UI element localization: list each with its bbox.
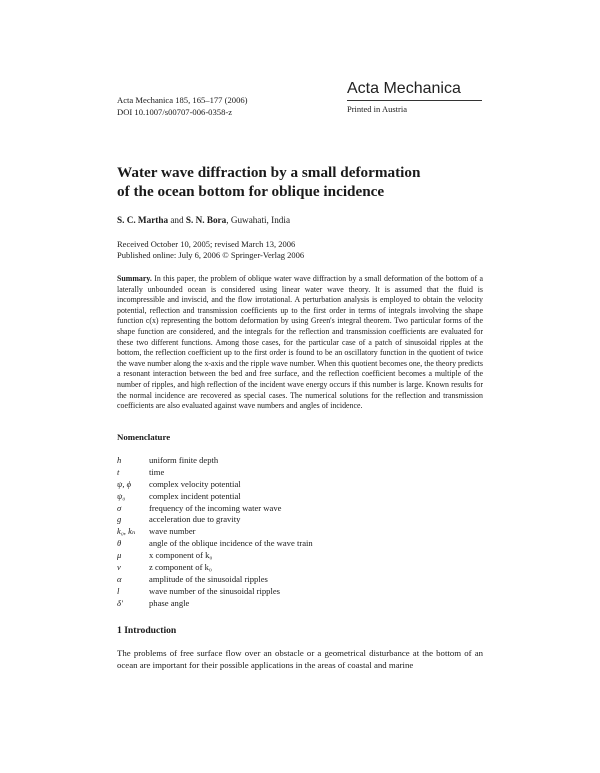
nomenclature-symbol: g [117, 514, 122, 525]
nomenclature-item [117, 562, 313, 574]
journal-brand [347, 80, 482, 114]
author-conjunction: and [168, 215, 186, 225]
nomenclature-list [117, 455, 313, 610]
journal-citation: Acta Mechanica 185, 165–177 (2006) [117, 95, 248, 105]
author-1: S. C. Martha [117, 215, 169, 225]
abstract [117, 274, 483, 412]
nomenclature-description: complex velocity potential [149, 478, 241, 489]
nomenclature-description: time [149, 466, 165, 477]
publication-dates [117, 239, 304, 261]
nomenclature-item [117, 598, 313, 610]
printed-in: Printed in Austria [347, 104, 407, 114]
nomenclature-item [117, 503, 313, 515]
nomenclature-heading: Nomenclature [117, 432, 171, 442]
published-date: Published online: July 6, 2006 © Springer-Verlag 2006 [117, 250, 305, 260]
paper-title-line-1: Water wave diffraction by a small deformation [117, 164, 421, 181]
nomenclature-item [117, 491, 313, 503]
paper-title-line-2: of the ocean bottom for oblique incidence [117, 183, 385, 200]
nomenclature-symbol: μ [117, 550, 122, 561]
nomenclature-description: angle of the oblique incidence of the wave train [149, 538, 313, 549]
nomenclature-description: uniform finite depth [149, 455, 219, 465]
nomenclature-symbol: θ [117, 538, 122, 549]
nomenclature-description: wave number of the sinusoidal ripples [149, 585, 281, 596]
nomenclature-symbol: t [117, 466, 120, 477]
nomenclature-description: x component of k₀ [149, 550, 213, 561]
nomenclature-description: complex incident potential [149, 490, 241, 501]
author-2: S. N. Bora [185, 215, 227, 225]
author-line [117, 215, 290, 225]
nomenclature-description: z component of k₀ [149, 562, 212, 573]
nomenclature-item [117, 526, 313, 538]
abstract-text: In this paper, the problem of oblique water wave diffraction by a small deformation of the bottom of a laterally unbounded ocean is considered using linear water wave theory. It is assumed that the fluid is incompressible and inviscid, and the flow irrotational. A perturbation analysis is employed to obtain the velocity potential, reflection and transmission coefficients up to the first order in terms of integrals involving the shape function c(x) representing the bottom deformation by using Green's integral theorem. Two particular forms of the shape function are considered, and the integrals for the reflection and transmission coefficients are evaluated for these two different functions. Among those cases, for the particular case of a patch of sinusoidal ripples at the bottom, the reflection coefficient up to the first order is found to be an oscillatory function in the quotient of twice the wave number along the x-axis and the ripple wave number. When this quotient becomes one, the theory predicts a resonant interaction between the bed and free surface, and the reflection coefficient becomes a multiple of the number of ripples, and high reflection of the incident wave energy occurs if this number is large. Known results for the normal incidence are recovered as special cases. The numerical solutions for the reflection and transmission coefficients are also evaluated against wave numbers and angles of incidence. [117, 274, 483, 411]
nomenclature-symbol: σ [117, 502, 122, 513]
nomenclature-description: frequency of the incoming water wave [149, 502, 282, 513]
nomenclature-symbol: h [117, 455, 122, 465]
nomenclature-symbol: ν [117, 562, 121, 573]
journal-doi: DOI 10.1007/s00707-006-0358-z [117, 106, 233, 117]
nomenclature-item [117, 538, 313, 550]
nomenclature-item [117, 467, 313, 479]
nomenclature-item [117, 550, 313, 562]
paper-title [117, 163, 497, 201]
nomenclature-description: wave number [149, 526, 196, 537]
nomenclature-symbol: l [117, 585, 120, 596]
nomenclature-item [117, 574, 313, 586]
section-heading-introduction: 1 Introduction [117, 625, 177, 636]
received-date: Received October 10, 2005; revised March 13, 2006 [117, 239, 296, 249]
nomenclature-item [117, 514, 313, 526]
journal-citation-block [117, 95, 248, 118]
nomenclature-symbol: δ′ [117, 597, 123, 608]
nomenclature-item [117, 479, 313, 491]
nomenclature-symbol: ψ₀ [117, 490, 126, 501]
introduction-text: The problems of free surface flow over an obstacle or a geometrical disturbance at the bottom of an ocean are important for their possible applications in the areas of coastal and marine [117, 648, 483, 670]
nomenclature-description: phase angle [149, 597, 190, 608]
nomenclature-description: amplitude of the sinusoidal ripples [149, 573, 268, 584]
nomenclature-symbol: α [117, 573, 122, 584]
nomenclature-item [117, 586, 313, 598]
nomenclature-item [117, 455, 313, 467]
author-affiliation: , Guwahati, India [226, 215, 291, 225]
nomenclature-description: acceleration due to gravity [149, 514, 241, 525]
journal-name: Acta Mechanica [347, 80, 482, 101]
abstract-heading: Summary. [117, 274, 152, 283]
nomenclature-symbol: k₀, kₙ [117, 526, 136, 537]
nomenclature-symbol: ψ, ϕ [117, 478, 132, 489]
